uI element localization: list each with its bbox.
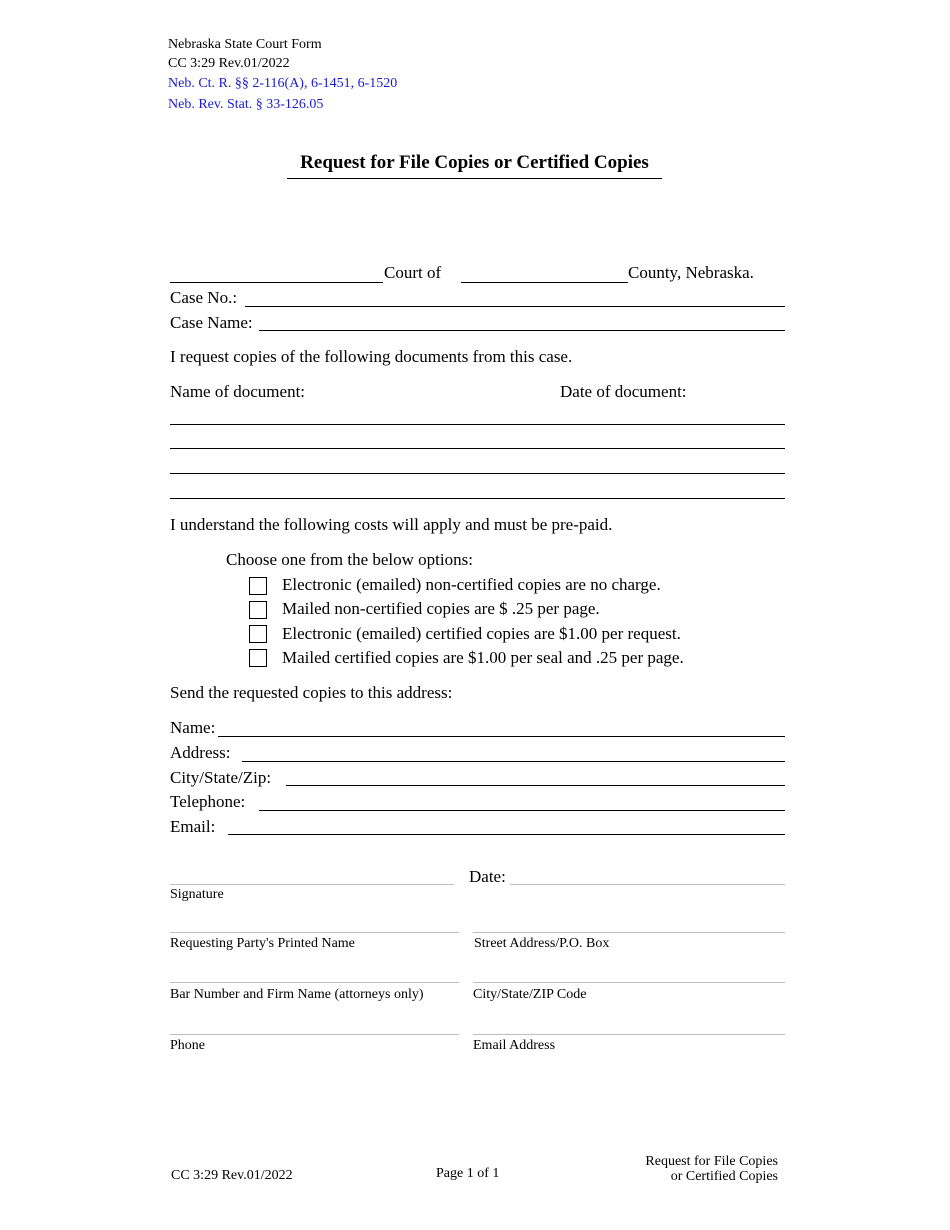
rule-link-6-1451[interactable]: 6-1451	[310, 76, 351, 91]
address-label: Address:	[170, 743, 231, 762]
street-address-line[interactable]	[473, 932, 785, 933]
document-line-4[interactable]	[170, 498, 785, 499]
address-field[interactable]	[242, 761, 785, 762]
city-state-zip-caption: City/State/ZIP Code	[473, 987, 587, 1002]
signature-caption: Signature	[170, 887, 224, 902]
city-state-zip-label: City/State/Zip:	[170, 768, 272, 787]
option-label-3: Electronic (emailed) certified copies are $1.00 per request.	[282, 624, 681, 643]
street-address-caption: Street Address/P.O. Box	[474, 936, 610, 951]
option-checkbox-1[interactable]	[249, 577, 267, 595]
options-prompt: Choose one from the below options:	[226, 550, 473, 569]
court-rules: Neb. Ct. R. §§ 2-116(A), 6-1451, 6-1520	[168, 76, 398, 91]
option-checkbox-3[interactable]	[249, 625, 267, 643]
rule-link-6-1520[interactable]: 6-1520	[357, 76, 398, 91]
footer-title-line-1: Request for File Copies	[645, 1154, 778, 1169]
case-no-label: Case No.:	[170, 288, 238, 307]
option-label-2: Mailed non-certified copies are $ .25 per page.	[282, 599, 600, 618]
document-name-header: Name of document:	[170, 382, 306, 401]
court-of-label: Court of	[384, 263, 442, 282]
statute-link[interactable]: Neb. Rev. Stat. § 33-126.05	[168, 97, 324, 112]
costs-statement: I understand the following costs will apply and must be pre-paid.	[170, 515, 613, 534]
document-line-1[interactable]	[170, 424, 785, 425]
telephone-label: Telephone:	[170, 792, 246, 811]
bar-number-line[interactable]	[170, 982, 459, 983]
date-label: Date:	[469, 867, 506, 886]
document-line-3[interactable]	[170, 473, 785, 474]
option-checkbox-2[interactable]	[249, 601, 267, 619]
footer-page-number: Page 1 of 1	[436, 1166, 500, 1181]
email-address-line[interactable]	[473, 1034, 785, 1035]
name-field[interactable]	[218, 736, 785, 737]
signature-line[interactable]	[170, 884, 454, 885]
city-state-zip-line[interactable]	[473, 982, 785, 983]
request-statement: I request copies of the following documents from this case.	[170, 347, 573, 366]
case-no-field[interactable]	[245, 306, 785, 307]
phone-caption: Phone	[170, 1038, 205, 1053]
printed-name-line[interactable]	[170, 932, 459, 933]
option-label-1: Electronic (emailed) non-certified copies are no charge.	[282, 575, 661, 594]
email-label: Email:	[170, 817, 216, 836]
telephone-field[interactable]	[259, 810, 785, 811]
printed-name-caption: Requesting Party's Printed Name	[170, 936, 355, 951]
case-name-label: Case Name:	[170, 313, 253, 332]
rule-link-2-116[interactable]: 2-116(A)	[252, 76, 304, 91]
document-line-2[interactable]	[170, 448, 785, 449]
email-field[interactable]	[228, 834, 785, 835]
court-name-line[interactable]	[170, 282, 383, 283]
name-label: Name:	[170, 718, 216, 737]
footer-title-line-2: or Certified Copies	[670, 1169, 778, 1184]
bar-number-caption: Bar Number and Firm Name (attorneys only)	[170, 987, 424, 1002]
form-name: Nebraska State Court Form	[168, 37, 322, 52]
document-date-header: Date of document:	[560, 382, 687, 401]
date-line[interactable]	[510, 884, 785, 885]
city-state-zip-field[interactable]	[286, 785, 785, 786]
option-label-4: Mailed certified copies are $1.00 per seal and .25 per page.	[282, 648, 684, 667]
footer-form-number: CC 3:29 Rev.01/2022	[171, 1168, 293, 1183]
option-checkbox-4[interactable]	[249, 649, 267, 667]
phone-line[interactable]	[170, 1034, 459, 1035]
rule-prefix: Neb. Ct. R. §§	[168, 76, 253, 91]
address-prompt: Send the requested copies to this address:	[170, 683, 453, 702]
county-label: County, Nebraska.	[628, 263, 754, 282]
form-number: CC 3:29 Rev.01/2022	[168, 56, 290, 71]
email-address-caption: Email Address	[473, 1038, 556, 1053]
county-name-line[interactable]	[461, 282, 628, 283]
page-title: Request for File Copies or Certified Copies	[287, 152, 662, 179]
case-name-field[interactable]	[259, 330, 785, 331]
